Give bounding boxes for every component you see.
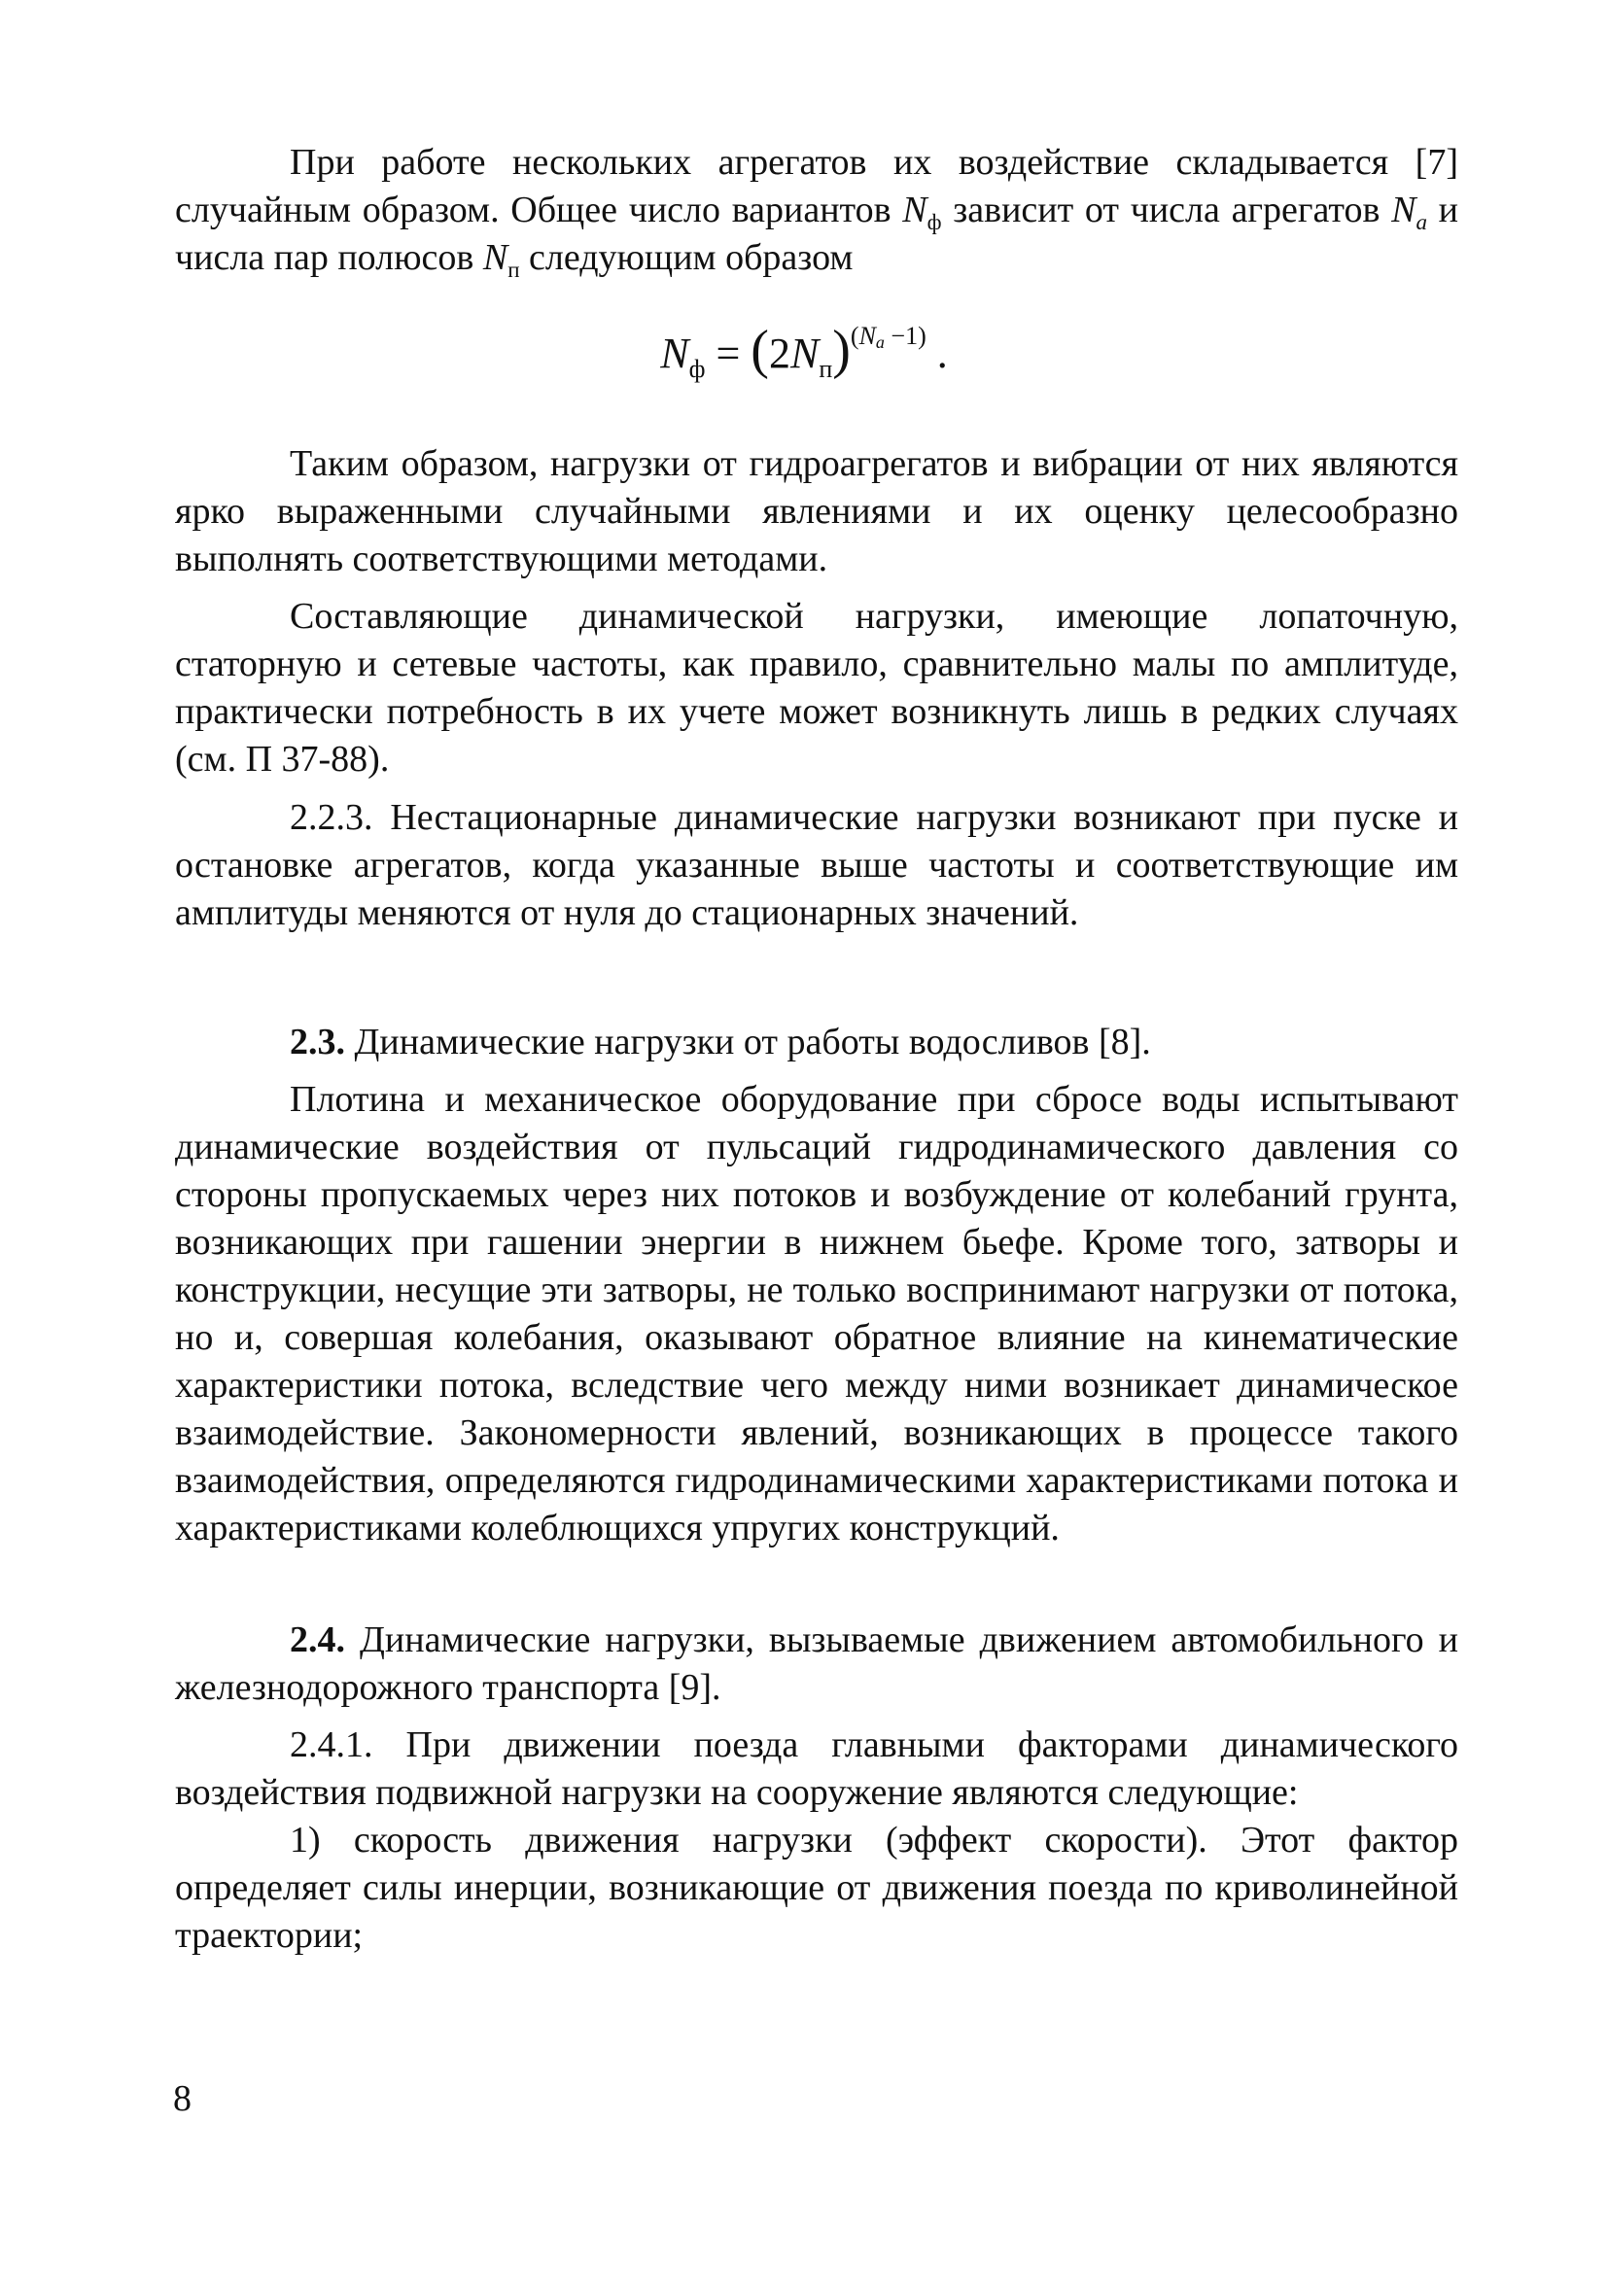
sub-p: п — [507, 258, 520, 282]
paragraph-speed-factor: 1) скорость движения нагрузки (эффект скорости). Этот фактор определяет силы инерции, возникающие от движения поезда по криволинейной траектории; — [175, 1820, 1458, 1956]
page-number: 8 — [173, 2078, 192, 2119]
sub-a: a — [1416, 210, 1427, 234]
heading-2-3: 2.3. Динамические нагрузки от работы водосливов [8]. — [290, 1022, 1151, 1062]
heading-2-4: 2.4. Динамические нагрузки, вызываемые движением автомобильного и железнодорожного транспорта [9]. — [175, 1619, 1458, 1708]
paragraph-frequency-components: Составляющие динамической нагрузки, имеющие лопаточную, статорную и сетевые частоты, как правило, сравнительно малы по амплитуде, практически потребность в их учете может возникнуть лишь в редких случаях (см. П 37-88). — [175, 596, 1458, 780]
paragraph-2-2-3: 2.2.3. Нестационарные динамические нагрузки возникают при пуске и остановке агрегатов, когда указанные выше частоты и соответствующие им амплитуды меняются от нуля до стационарных значений. — [175, 797, 1458, 933]
var-n-p: N — [482, 237, 508, 278]
var-n-a: N — [1391, 190, 1416, 230]
paragraph-aggregates-intro: При работе нескольких агрегатов их воздействие складывается [7] случайным образом. Общее число вариантов $N_ф$ зависит от числа агрегатов $N_a$ и числа пар полюсов $N_п$ следующим образом — [175, 142, 1459, 282]
var-n-phi: N — [902, 190, 927, 230]
paragraph-spillway-dynamics: Плотина и механическое оборудование при сбросе воды испытывают динамические воздействия от пульсаций гидродинамического давления со стороны пропускаемых через них потоков и возбуждение от колебаний грунта, возникающих при гашении энергии в нижнем бьефе. Кроме того, затворы и конструкции, несущие эти затворы, не только воспринимают нагрузки от потока, но и, совершая колебания, оказывают обратное влияние на кинематические характеристики потока, вследствие чего между ними возникает динамическое взаимодействие. Закономерности явлений, возникающих в процессе такого взаимодействия, определяются гидродинамическими характеристиками потока и характеристиками колеблющихся упругих конструкций. — [175, 1079, 1458, 1548]
paragraph-random-loads: Таким образом, нагрузки от гидроагрегатов и вибрации от них являются ярко выраженными случайными явлениями и их оценку целесообразно выполнять соответствующими методами. — [175, 443, 1458, 579]
sub-phi: ф — [926, 210, 942, 234]
formula-variants: $N_ф = (2N_п)^{(Na -1)}$ . — [660, 320, 948, 383]
paragraph-2-4-1: 2.4.1. При движении поезда главными факторами динамического воздействия подвижной нагрузки на сооружение являются следующие: — [175, 1724, 1458, 1813]
